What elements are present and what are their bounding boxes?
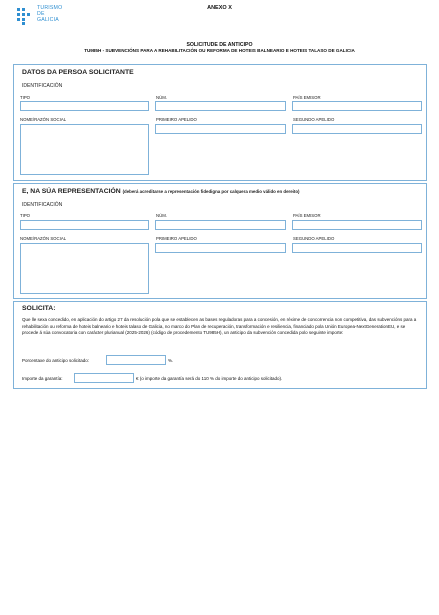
applicant-tipo-field[interactable] (20, 101, 149, 111)
annex-label: ANEXO X (207, 5, 232, 11)
brand-line-1: TURISMO (37, 5, 63, 11)
percent-suffix: %. (168, 358, 174, 363)
request-paragraph: Que lle sexa concedido, en aplicación do artigo 27 da resolución pola que se establecen as bases reguladoras para a concesión, en réxime de concorrencia non competitiva, das subvencións para a rehabilitación ou reforma de hoteis balneario e hoteis talaso de Galicia, no marco do Plan de recuperación, transformación e resiliencia, financiado pola Unión Europea-NextGenerationEU, e se procede á súa convocatoria con carácter plurianual (2025-2026) (código de procedemento TU985H), un anticipo da subvención concedida polo seguinte importe: (22, 317, 417, 336)
applicant-section-title: DATOS DA PERSOA SOLICITANTE (22, 69, 134, 76)
representative-apelido1-field[interactable] (155, 243, 286, 253)
document-title: SOLICITUDE DE ANTICIPO (186, 42, 253, 48)
brand-line-3: GALICIA (37, 17, 59, 23)
representative-section (13, 183, 427, 299)
amount-label: Importe da garantía: (22, 376, 63, 381)
representative-title: E, NA SÚA REPRESENTACIÓN (22, 188, 121, 195)
representative-apelido1-label: PRIMEIRO APELIDO (156, 236, 197, 241)
representative-apelido2-label: SEGUNDO APELIDO (293, 236, 335, 241)
representative-apelido2-field[interactable] (292, 243, 422, 253)
representative-tipo-field[interactable] (20, 220, 149, 230)
percent-label: Porcentaxe do anticipo solicitado: (22, 358, 90, 363)
applicant-pais-label: PAÍS EMISOR (293, 95, 321, 100)
brand-line-2: DE (37, 11, 45, 17)
applicant-nome-field[interactable] (20, 124, 149, 175)
applicant-pais-field[interactable] (292, 101, 422, 111)
applicant-apelido2-label: SEGUNDO APELIDO (293, 117, 335, 122)
representative-pais-label: PAÍS EMISOR (293, 213, 321, 218)
representative-nome-field[interactable] (20, 243, 149, 294)
applicant-num-label: NÚM. (156, 95, 167, 100)
applicant-apelido1-label: PRIMEIRO APELIDO (156, 117, 197, 122)
applicant-nome-label: NOME/RAZÓN SOCIAL (20, 117, 67, 122)
representative-pais-field[interactable] (292, 220, 422, 230)
applicant-tipo-label: TIPO (20, 95, 31, 100)
request-section (13, 301, 427, 389)
amount-field[interactable] (74, 373, 134, 383)
applicant-identification-heading: IDENTIFICACIÓN (22, 83, 63, 89)
applicant-apelido1-field[interactable] (155, 124, 286, 134)
percent-field[interactable] (106, 355, 166, 365)
request-section-title: SOLICITA: (22, 305, 56, 312)
representative-note: (deberá acreditarse a representación fidedigna por calquera medio válido en dereito) (122, 189, 300, 194)
representative-nome-label: NOME/RAZÓN SOCIAL (20, 236, 67, 241)
representative-num-label: NÚM. (156, 213, 167, 218)
representative-num-field[interactable] (155, 220, 286, 230)
applicant-num-field[interactable] (155, 101, 286, 111)
amount-suffix: € (o importe da garantía será do 110 % do importe do anticipo solicitado). (136, 376, 283, 381)
document-subtitle: TU985H - SUBVENCIÓNS PARA A REHABILITACIÓN OU REFORMA DE HOTEIS BALNEARIO E HOTEIS TALASO DE GALICIA (84, 48, 355, 53)
representative-section-title (22, 188, 300, 195)
applicant-apelido2-field[interactable] (292, 124, 422, 134)
applicant-section (13, 64, 427, 181)
representative-tipo-label: TIPO (20, 213, 31, 218)
representative-identification-heading: IDENTIFICACIÓN (22, 202, 63, 208)
